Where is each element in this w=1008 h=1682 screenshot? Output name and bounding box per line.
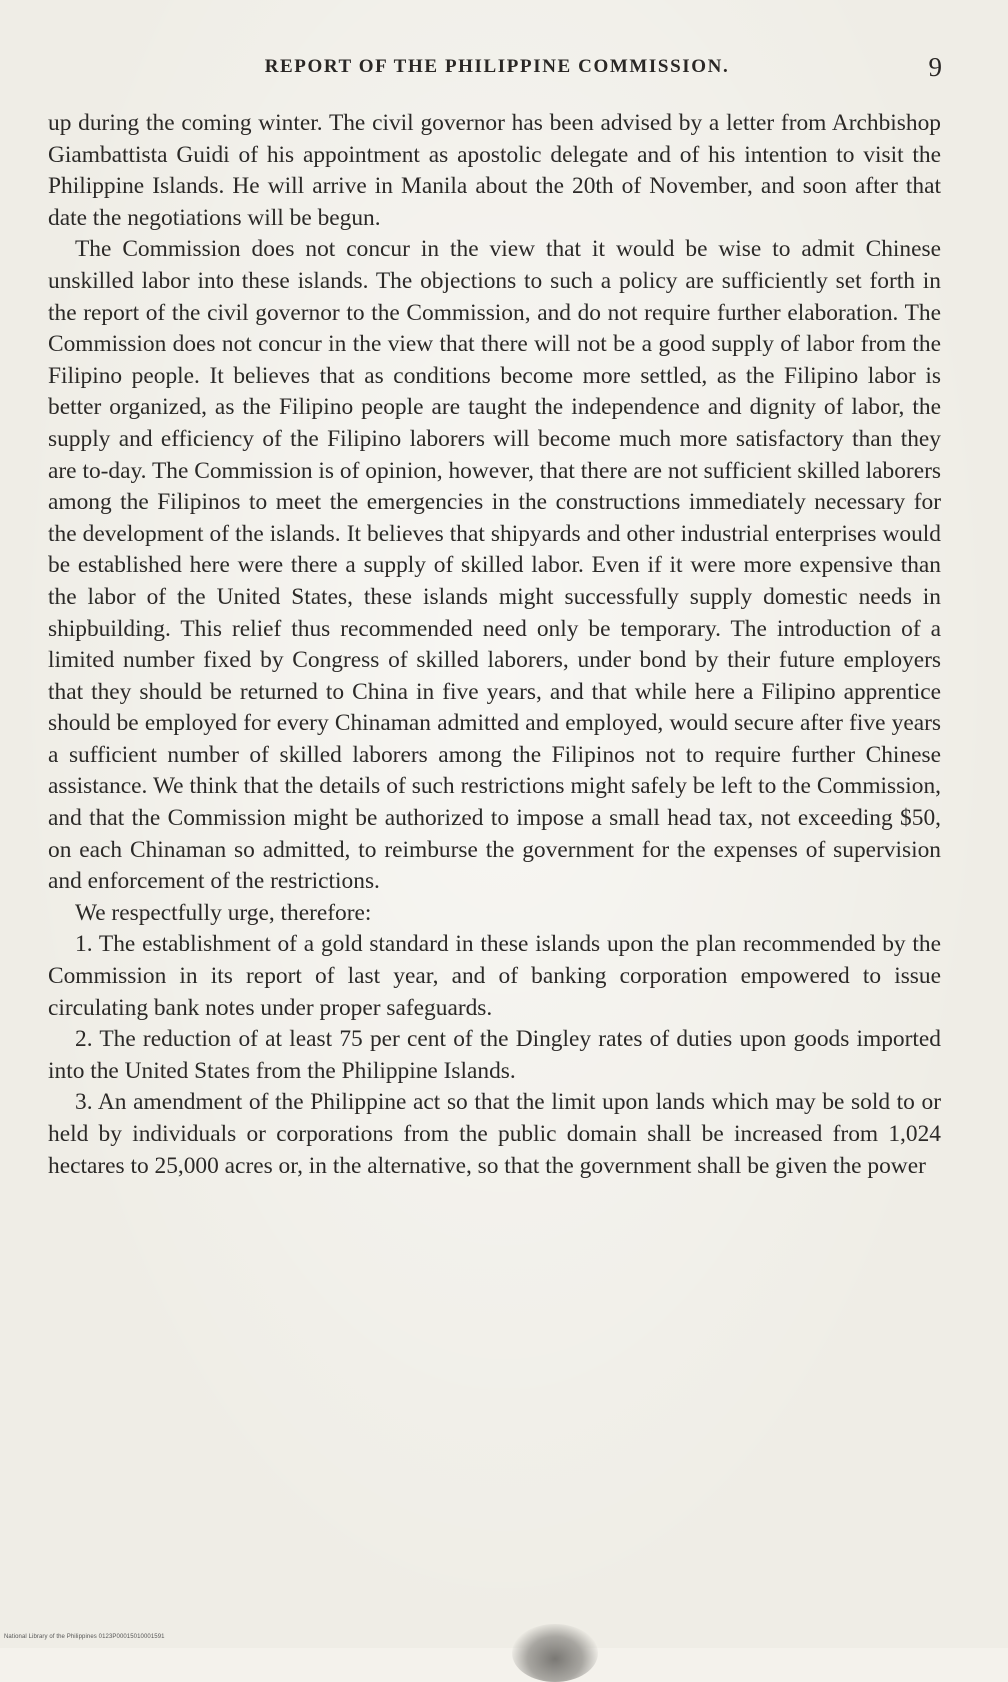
page-header	[52, 52, 942, 86]
body-text	[48, 108, 941, 1182]
recommendation-1: 1. The establishment of a gold standard in these islands upon the plan recommended by the Commission in its report of last year, and of banking corporation empowered to issue circulating bank notes under proper safeguards.	[48, 931, 941, 1021]
running-head: REPORT OF THE PHILIPPINE COMMISSION.	[264, 56, 730, 77]
paragraph-recommendations-intro: We respectfully urge, therefore:	[75, 899, 372, 926]
recommendation-2: 2. The reduction of at least 75 per cent of the Dingley rates of duties upon goods imported into the United States from the Philippine Islands.	[48, 1026, 941, 1084]
scan-credit: National Library of the Philippines 0123P00015010001591	[4, 1634, 165, 1640]
page-number: 9	[928, 52, 942, 82]
paragraph-continuation: up during the coming winter. The civil governor has been advised by a letter from Archbishop Giambattista Guidi of his appointment as apostolic delegate and of his intention to visit the Philippine Islands. He will arrive in Manila about the 20th of November, and soon after that date the negotiations will be begun.	[48, 110, 941, 231]
paragraph-chinese-labor: The Commission does not concur in the view that it would be wise to admit Chinese unskilled labor into these islands. The objections to such a policy are sufficiently set forth in the report of the civil governor to the Commission, and do not require further elaboration. The Commission does not concur in the view that there will not be a good supply of labor from the Filipino people. It believes that as conditions become more settled, as the Filipino labor is better organized, as the Filipino people are taught the independence and dignity of labor, the supply and efficiency of the Filipino laborers will become much more satisfactory than they are to-day. The Commission is of opinion, however, that there are not sufficient skilled laborers among the Filipinos to meet the emergencies in the constructions immediately necessary for the development of the islands. It believes that shipyards and other industrial enterprises would be established here were there a supply of skilled labor. Even if it were more expensive than the labor of the United States, these islands might successfully supply domestic needs in shipbuilding. This relief thus recommended need only be temporary. The introduction of a limited number fixed by Congress of skilled laborers, under bond by their future employers that they should be returned to China in five years, and that while here a Filipino apprentice should be employed for every Chinaman admitted and employed, would secure after five years a sufficient number of skilled laborers among the Filipinos not to require further Chinese assistance. We think that the details of such restrictions might safely be left to the Commission, and that the Commission might be authorized to impose a small head tax, not exceeding $50, on each Chinaman so admitted, to reimburse the government for the expenses of supervision and enforcement of the restrictions.	[48, 236, 941, 895]
scan-artifact	[512, 1624, 598, 1682]
recommendation-3: 3. An amendment of the Philippine act so that the limit upon lands which may be sold to or held by individuals or corporations from the public domain shall be increased from 1,024 hectares to 25,000 acres or, in the alternative, so that the government shall be given the power	[48, 1089, 941, 1179]
